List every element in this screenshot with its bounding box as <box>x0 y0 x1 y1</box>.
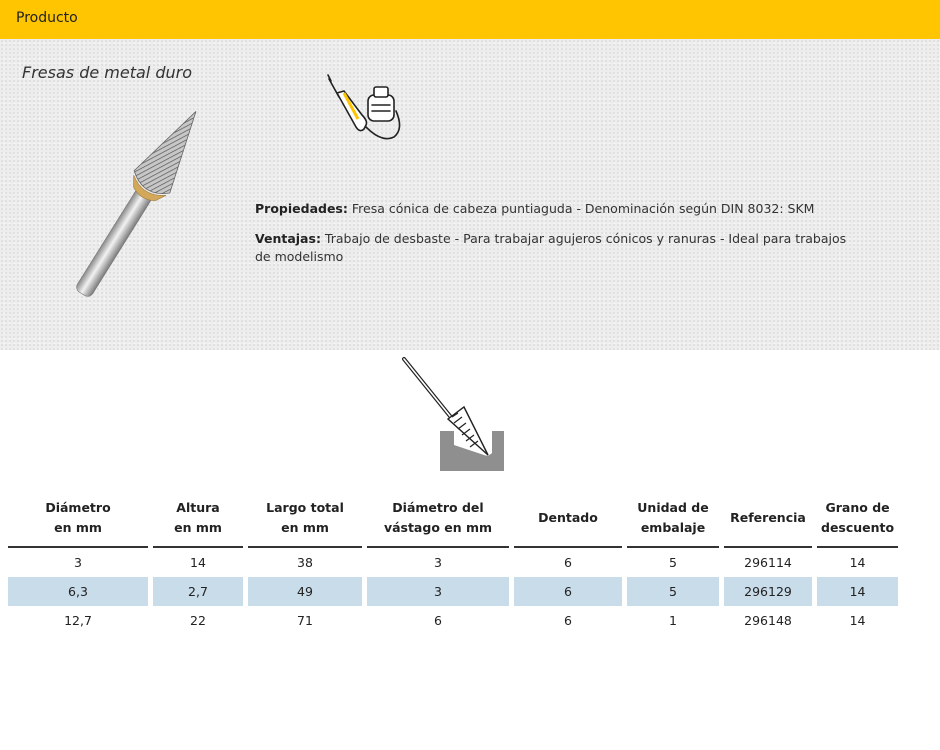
advantages-line <box>255 230 855 266</box>
column-header: Altura en mm <box>153 490 243 548</box>
properties-label: Propiedades: <box>255 201 348 216</box>
cell-reference: 296148 <box>744 613 792 628</box>
cell-total-length: 49 <box>248 577 362 606</box>
cell-height: 2,7 <box>153 577 243 606</box>
top-bar <box>0 0 940 39</box>
product-description <box>255 200 855 278</box>
cell-shank-diameter: 6 <box>434 613 442 628</box>
column-header: Largo total en mm <box>248 490 362 548</box>
column-header: Unidad de embalaje <box>627 490 719 548</box>
cell-diameter: 12,7 <box>64 613 92 628</box>
advantages-label: Ventajas: <box>255 231 321 246</box>
cell-total-length: 71 <box>297 613 313 628</box>
cell-package-unit: 5 <box>627 577 719 606</box>
cell-package-unit: 1 <box>669 613 677 628</box>
table-row[interactable] <box>8 577 898 606</box>
column-header: Grano de descuento <box>817 490 898 548</box>
advantages-text: Trabajo de desbaste - Para trabajar agujeros cónicos y ranuras - Ideal para trabajos de modelismo <box>255 231 847 264</box>
cell-total-length: 38 <box>297 555 313 570</box>
header-title: Producto <box>16 10 78 26</box>
properties-line <box>255 200 855 218</box>
properties-text: Fresa cónica de cabeza puntiaguda - Denominación según DIN 8032: SKM <box>351 201 815 216</box>
column-header: Diámetro en mm <box>8 490 148 548</box>
cell-shank-diameter: 3 <box>434 555 442 570</box>
cell-discount-grade: 14 <box>849 555 866 570</box>
cell-discount-grade: 14 <box>817 577 898 606</box>
product-hero <box>0 39 940 350</box>
table-row[interactable] <box>8 606 898 635</box>
column-header: Dentado <box>514 490 622 548</box>
cell-cut: 6 <box>564 613 572 628</box>
table-header-row <box>8 490 898 548</box>
application-diagram <box>398 355 510 475</box>
column-header: Diámetro del vástago en mm <box>367 490 509 548</box>
specifications-table <box>8 490 898 635</box>
carbide-burr-image <box>40 99 230 314</box>
cell-cut: 6 <box>564 555 572 570</box>
cell-height: 22 <box>190 613 206 628</box>
cell-discount-grade: 14 <box>849 613 866 628</box>
table-row[interactable] <box>8 548 898 577</box>
cell-reference: 296114 <box>744 555 792 570</box>
cell-shank-diameter: 3 <box>367 577 509 606</box>
cell-diameter: 6,3 <box>8 577 148 606</box>
product-category-title: Fresas de metal duro <box>22 63 192 82</box>
rotary-tool-icon <box>322 71 404 149</box>
cell-cut: 6 <box>514 577 622 606</box>
cell-height: 14 <box>190 555 206 570</box>
cell-reference: 296129 <box>724 577 812 606</box>
column-header: Referencia <box>724 490 812 548</box>
cell-diameter: 3 <box>74 555 82 570</box>
cell-package-unit: 5 <box>669 555 677 570</box>
